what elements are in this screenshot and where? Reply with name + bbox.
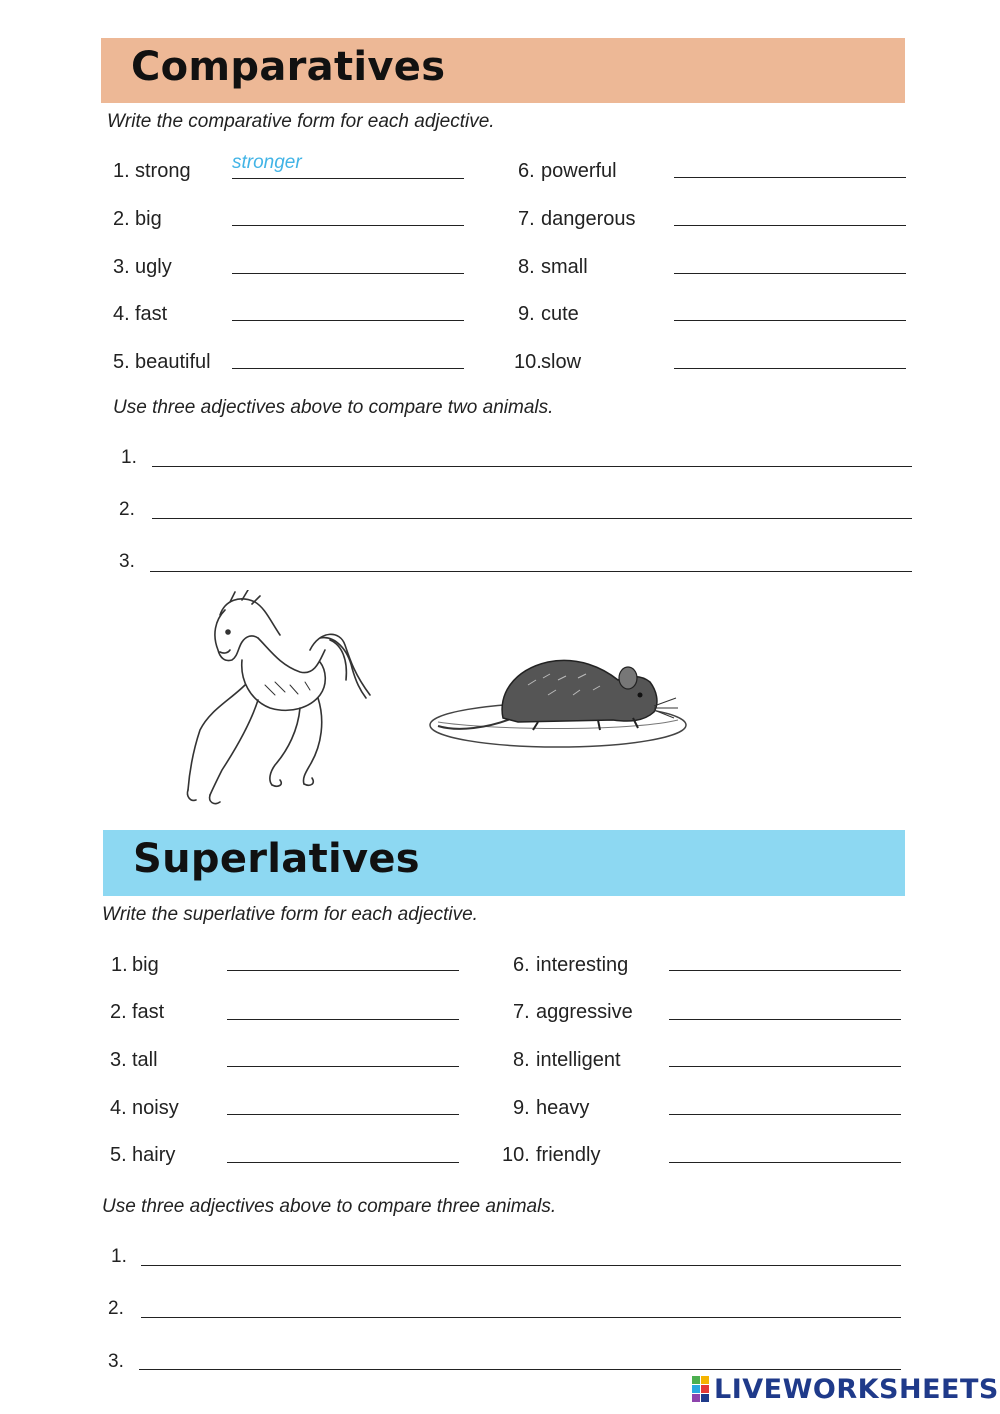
sentence-number: 1.	[111, 1246, 127, 1267]
answer-input[interactable]	[674, 225, 906, 226]
item-number: 10.	[514, 351, 542, 373]
item-adjective: cute	[541, 303, 579, 325]
item-number: 9.	[518, 303, 535, 325]
rat-illustration	[428, 640, 690, 755]
item-number: 5.	[113, 351, 130, 373]
item-adjective: aggressive	[536, 1001, 633, 1023]
item-adjective: intelligent	[536, 1049, 621, 1071]
item-number: 4.	[110, 1097, 127, 1119]
answer-input[interactable]	[232, 368, 464, 369]
answer-input[interactable]	[227, 1066, 459, 1067]
item-number: 10.	[502, 1144, 530, 1166]
item-adjective: interesting	[536, 954, 629, 976]
item-adjective: big	[135, 208, 162, 230]
answer-input[interactable]	[232, 320, 464, 321]
sentence-number: 3.	[119, 551, 135, 572]
item-number: 7.	[518, 208, 535, 230]
sentence-input[interactable]	[152, 466, 912, 467]
answer-input[interactable]	[669, 970, 901, 971]
item-adjective: tall	[132, 1049, 158, 1071]
superlatives-compare-instruction: Use three adjectives above to compare three animals.	[102, 1196, 557, 1217]
item-number: 1.	[111, 954, 128, 976]
item-number: 6.	[513, 954, 530, 976]
item-number: 2.	[110, 1001, 127, 1023]
comparatives-banner	[101, 38, 905, 103]
item-number: 3.	[110, 1049, 127, 1071]
comparatives-compare-instruction: Use three adjectives above to compare two animals.	[113, 397, 554, 418]
comparatives-title: Comparatives	[131, 44, 446, 90]
sentence-number: 2.	[119, 499, 135, 520]
sentence-input[interactable]	[141, 1317, 901, 1318]
superlatives-instruction: Write the superlative form for each adjective.	[102, 904, 478, 925]
sentence-number: 1.	[121, 447, 137, 468]
item-adjective: slow	[541, 351, 582, 373]
item-adjective: hairy	[132, 1144, 176, 1166]
item-number: 6.	[518, 160, 535, 182]
answer-input[interactable]	[674, 273, 906, 274]
sentence-input[interactable]	[152, 518, 912, 519]
item-adjective: dangerous	[541, 208, 636, 230]
sentence-input[interactable]	[141, 1265, 901, 1266]
item-adjective: fast	[135, 303, 168, 325]
item-adjective: small	[541, 256, 588, 278]
sentence-number: 3.	[108, 1351, 124, 1372]
item-number: 4.	[113, 303, 130, 325]
sentence-input[interactable]	[150, 571, 912, 572]
superlatives-title: Superlatives	[133, 836, 420, 882]
answer-input[interactable]	[227, 1162, 459, 1163]
item-number: 8.	[513, 1049, 530, 1071]
sentence-input[interactable]	[139, 1369, 901, 1370]
answer-input[interactable]	[232, 225, 464, 226]
answer-input[interactable]	[669, 1019, 901, 1020]
item-number: 2.	[113, 208, 130, 230]
answer-input[interactable]	[227, 1114, 459, 1115]
superlatives-banner	[103, 830, 905, 896]
answer-input[interactable]	[674, 177, 906, 178]
answer-input[interactable]	[674, 368, 906, 369]
answer-input[interactable]	[669, 1066, 901, 1067]
answer-text: stronger	[232, 152, 302, 173]
comparatives-instruction: Write the comparative form for each adjective.	[107, 111, 495, 132]
answer-input[interactable]	[669, 1162, 901, 1163]
item-adjective: noisy	[132, 1097, 179, 1119]
item-number: 8.	[518, 256, 535, 278]
item-adjective: strong	[135, 160, 191, 182]
item-number: 9.	[513, 1097, 530, 1119]
answer-input[interactable]	[227, 1019, 459, 1020]
item-adjective: friendly	[536, 1144, 601, 1166]
answer-input[interactable]	[669, 1114, 901, 1115]
logo-text: LIVEWORKSHEETS	[714, 1373, 999, 1405]
item-adjective: fast	[132, 1001, 165, 1023]
item-number: 5.	[110, 1144, 127, 1166]
answer-input[interactable]	[232, 273, 464, 274]
item-number: 3.	[113, 256, 130, 278]
item-adjective: ugly	[135, 256, 172, 278]
answer-input[interactable]	[674, 320, 906, 321]
liveworksheets-logo	[692, 1374, 999, 1404]
item-adjective: beautiful	[135, 351, 211, 373]
sentence-number: 2.	[108, 1298, 124, 1319]
item-adjective: powerful	[541, 160, 617, 182]
item-adjective: heavy	[536, 1097, 590, 1119]
item-number: 1.	[113, 160, 130, 182]
item-number: 7.	[513, 1001, 530, 1023]
horse-illustration	[180, 590, 380, 815]
answer-input[interactable]	[227, 970, 459, 971]
item-adjective: big	[132, 954, 159, 976]
logo-blocks-icon	[692, 1376, 710, 1402]
answer-input[interactable]	[232, 178, 464, 179]
